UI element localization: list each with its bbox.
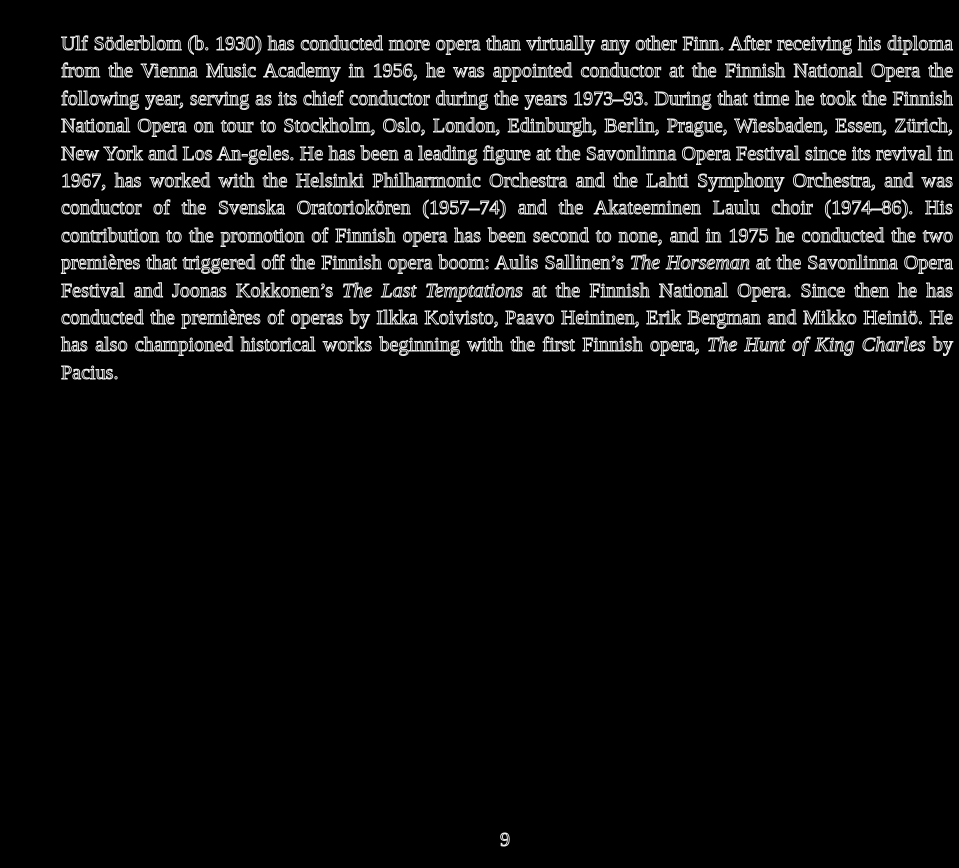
text-run: at the Savonlinna Opera Festival and Joonas Kokkonen’s [61, 252, 953, 302]
text-run: Ulf Söderblom (b. 1930) has conducted more opera than virtually any other Finn. After receiving his diploma from the Vienna Music Academy in 1956, he was appointed conductor at the Finnish National Opera the following year, serving as its chief conductor during the years 1973–93. During that time he took the Finnish National Opera on tour to Stockholm, Oslo, London, Edinburgh, Berlin, Prague, Wiesbaden, Essen, Zürich, New York and Los An-geles. He has been a leading figure at the Savonlinna Opera Festival since its revival in 1967, has worked with the Helsinki Philharmonic Orchestra and the Lahti Symphony Orchestra, and was conductor of the Svenska Oratoriokören (1957–74) and the Akateeminen Laulu choir (1974–86). His contribution to the promotion of Finnish opera has been second to none, and in 1975 he conducted the two premières that triggered off the Finnish opera boom: Aulis Sallinen’s [61, 33, 953, 275]
text-run: by Pacius. [61, 334, 953, 384]
text-run: at the Finnish National Opera. Since then he has conducted the premières of operas by Ilkka Koivisto, Paavo Heininen, Erik Bergman and Mikko Heiniö. He has also championed historical works beginning with the first Finnish opera, [61, 279, 953, 357]
opera-title-the-horseman: The Horseman [629, 252, 750, 275]
biography-paragraph [61, 31, 953, 387]
opera-title-the-last-temptations: The Last Temptations [342, 279, 523, 302]
page-number: 9 [500, 829, 510, 851]
opera-title-the-hunt-of-king-charles: The Hunt of King Charles [707, 334, 926, 357]
